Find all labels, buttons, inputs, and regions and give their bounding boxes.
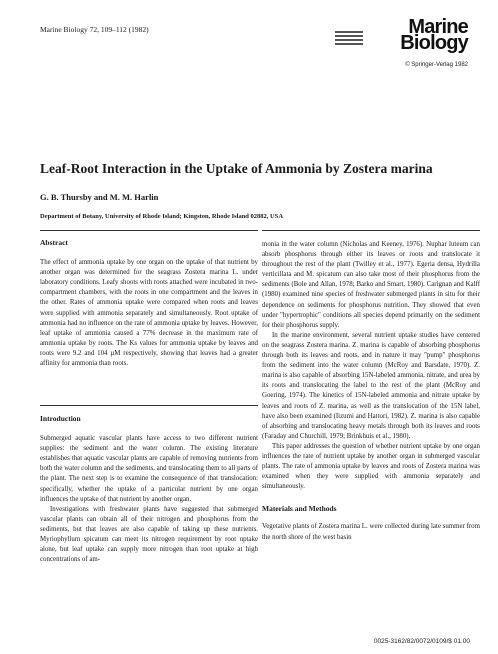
article-authors: G. B. Thursby and M. M. Harlin <box>40 192 159 202</box>
divider-abstract-intro <box>40 405 258 406</box>
divider-top-right <box>262 230 480 231</box>
right-paragraph-2: In the marine environment, several nutrient uptake studies have centered on the seagrass Zostera marina. Z. marina is capable of absorbing phosphorus through both its leaves and roots, and in nature it may "pump" phosphorus from the sediment into the water column (McRoy and Barsdate, 1970). Z. marina is also capable of absorbing 15N-labeled ammonia, nitrate, and urea by its roots and translocating the label to the rest of the plant (McRoy and Goering, 1974). The kinetics of 15N-labeled ammonia and nitrate uptake by leaves and roots of Z. marina, as well as the translocation of the 15N label, have also been examined (Iizumi and Hattori, 1982). Z. marina is also capable of absorbing and translocating heavy metals through both its leaves and roots (Faraday and Churchill, 1979; Brinkhuis et al., 1980). <box>262 331 480 440</box>
introduction-heading: Introduction <box>40 414 81 423</box>
publisher-copyright: © Springer-Verlag 1982 <box>405 62 468 68</box>
left-column-top <box>40 238 258 369</box>
logo-wordmark <box>400 16 468 54</box>
left-column-intro <box>40 414 258 565</box>
methods-heading: Materials and Methods <box>262 504 337 514</box>
logo-line-2: Biology <box>400 32 468 54</box>
article-code: 0025-3162/82/0072/0109/$ 01.00 <box>373 638 470 645</box>
logo-line-1: Marine <box>408 16 468 38</box>
journal-logo <box>335 16 470 69</box>
divider-top-left <box>40 230 258 231</box>
abstract-heading: Abstract <box>40 238 68 247</box>
article-affiliation: Department of Botany, University of Rhode Island; Kingston, Rhode Island 02882, USA <box>40 213 284 220</box>
right-paragraph-3: This paper addresses the question of whether nutrient uptake by one organ influences the rate of nutrient uptake by another organ in submerged vascular plants. The rate of ammonia uptake by leaves and roots of Zostera marina was examined when they were supplied with ammonia separately and simultaneously. <box>262 442 480 491</box>
intro-paragraph-2: Investigations with freshwater plants have suggested that submerged vascular plants can obtain all of their nitrogen and phosphorus from the sediments, but that leaves are also capable of taking up these nutrients. Myriophyllum spicatum can meet its nitrogen requirement by root uptake alone, but leaf uptake can supply more nitrogen than root uptake at high concentrations of am- <box>40 505 258 564</box>
right-paragraph-1: monia in the water column (Nicholas and Keeney, 1976). Nuphar luteum can absorb phosphorus through either its leaves or roots and translocate it throughout the rest of the plant (Twilley et al., 1977). Egeria densa, Hydrilla verticillata and M. spicatum can also take most of their phosphorus from the sediments (Bole and Allan, 1978; Barko and Smart, 1980). Carignan and Kalff (1980) examined nine species of freshwater submerged plants in situ for their dependence on sediments for phosphorus nutrition. They showed that even under "hypertrophic" conditions all species depend primarily on the sediment for their phosphorus supply. <box>262 241 480 329</box>
methods-paragraph-1: Vegetative plants of Zostera marina L. were collected during late summer from the north shore of the west basin <box>262 523 480 541</box>
right-column <box>262 240 480 543</box>
logo-fine-print <box>335 31 363 47</box>
abstract-text: The effect of ammonia uptake by one organ on the uptake of that nutrient by another organ was determined for the seagrass Zostera marina L. under laboratory conditions. Leafy shoots with roots attached were incubated in two-compartment chambers, with the roots in one compartment and the leaves in the other. Rates of ammonia uptake were compared when roots and leaves were supplied with ammonia separately and simultaneously. Root uptake of ammonia had no influence on the rate of ammonia uptake by leaves. However, leaf uptake of ammonia caused a 77% decrease in the maximum rate of ammonia uptake by roots. The Ks values for ammonia uptake by leaves and roots were 9.2 and 104 µM respectively, showing that leaves had a greater affinity for ammonia than roots. <box>40 259 258 368</box>
journal-reference: Marine Biology 72, 109–112 (1982) <box>40 25 149 34</box>
article-title: Leaf-Root Interaction in the Uptake of Ammonia by Zostera marina <box>40 161 433 176</box>
intro-paragraph-1: Submerged aquatic vascular plants have access to two different nutrient supplies: the sediment and the water column. The existing literature establishes that aquatic vascular plants are capable of removing nutrients from both the water column and the sediments, and translocating them to all parts of the plant. The next step is to examine the consequence of that translocation: specifically, whether the uptake of a particular nutrient by one organ influences the uptake of that nutrient by another organ. <box>40 435 258 503</box>
